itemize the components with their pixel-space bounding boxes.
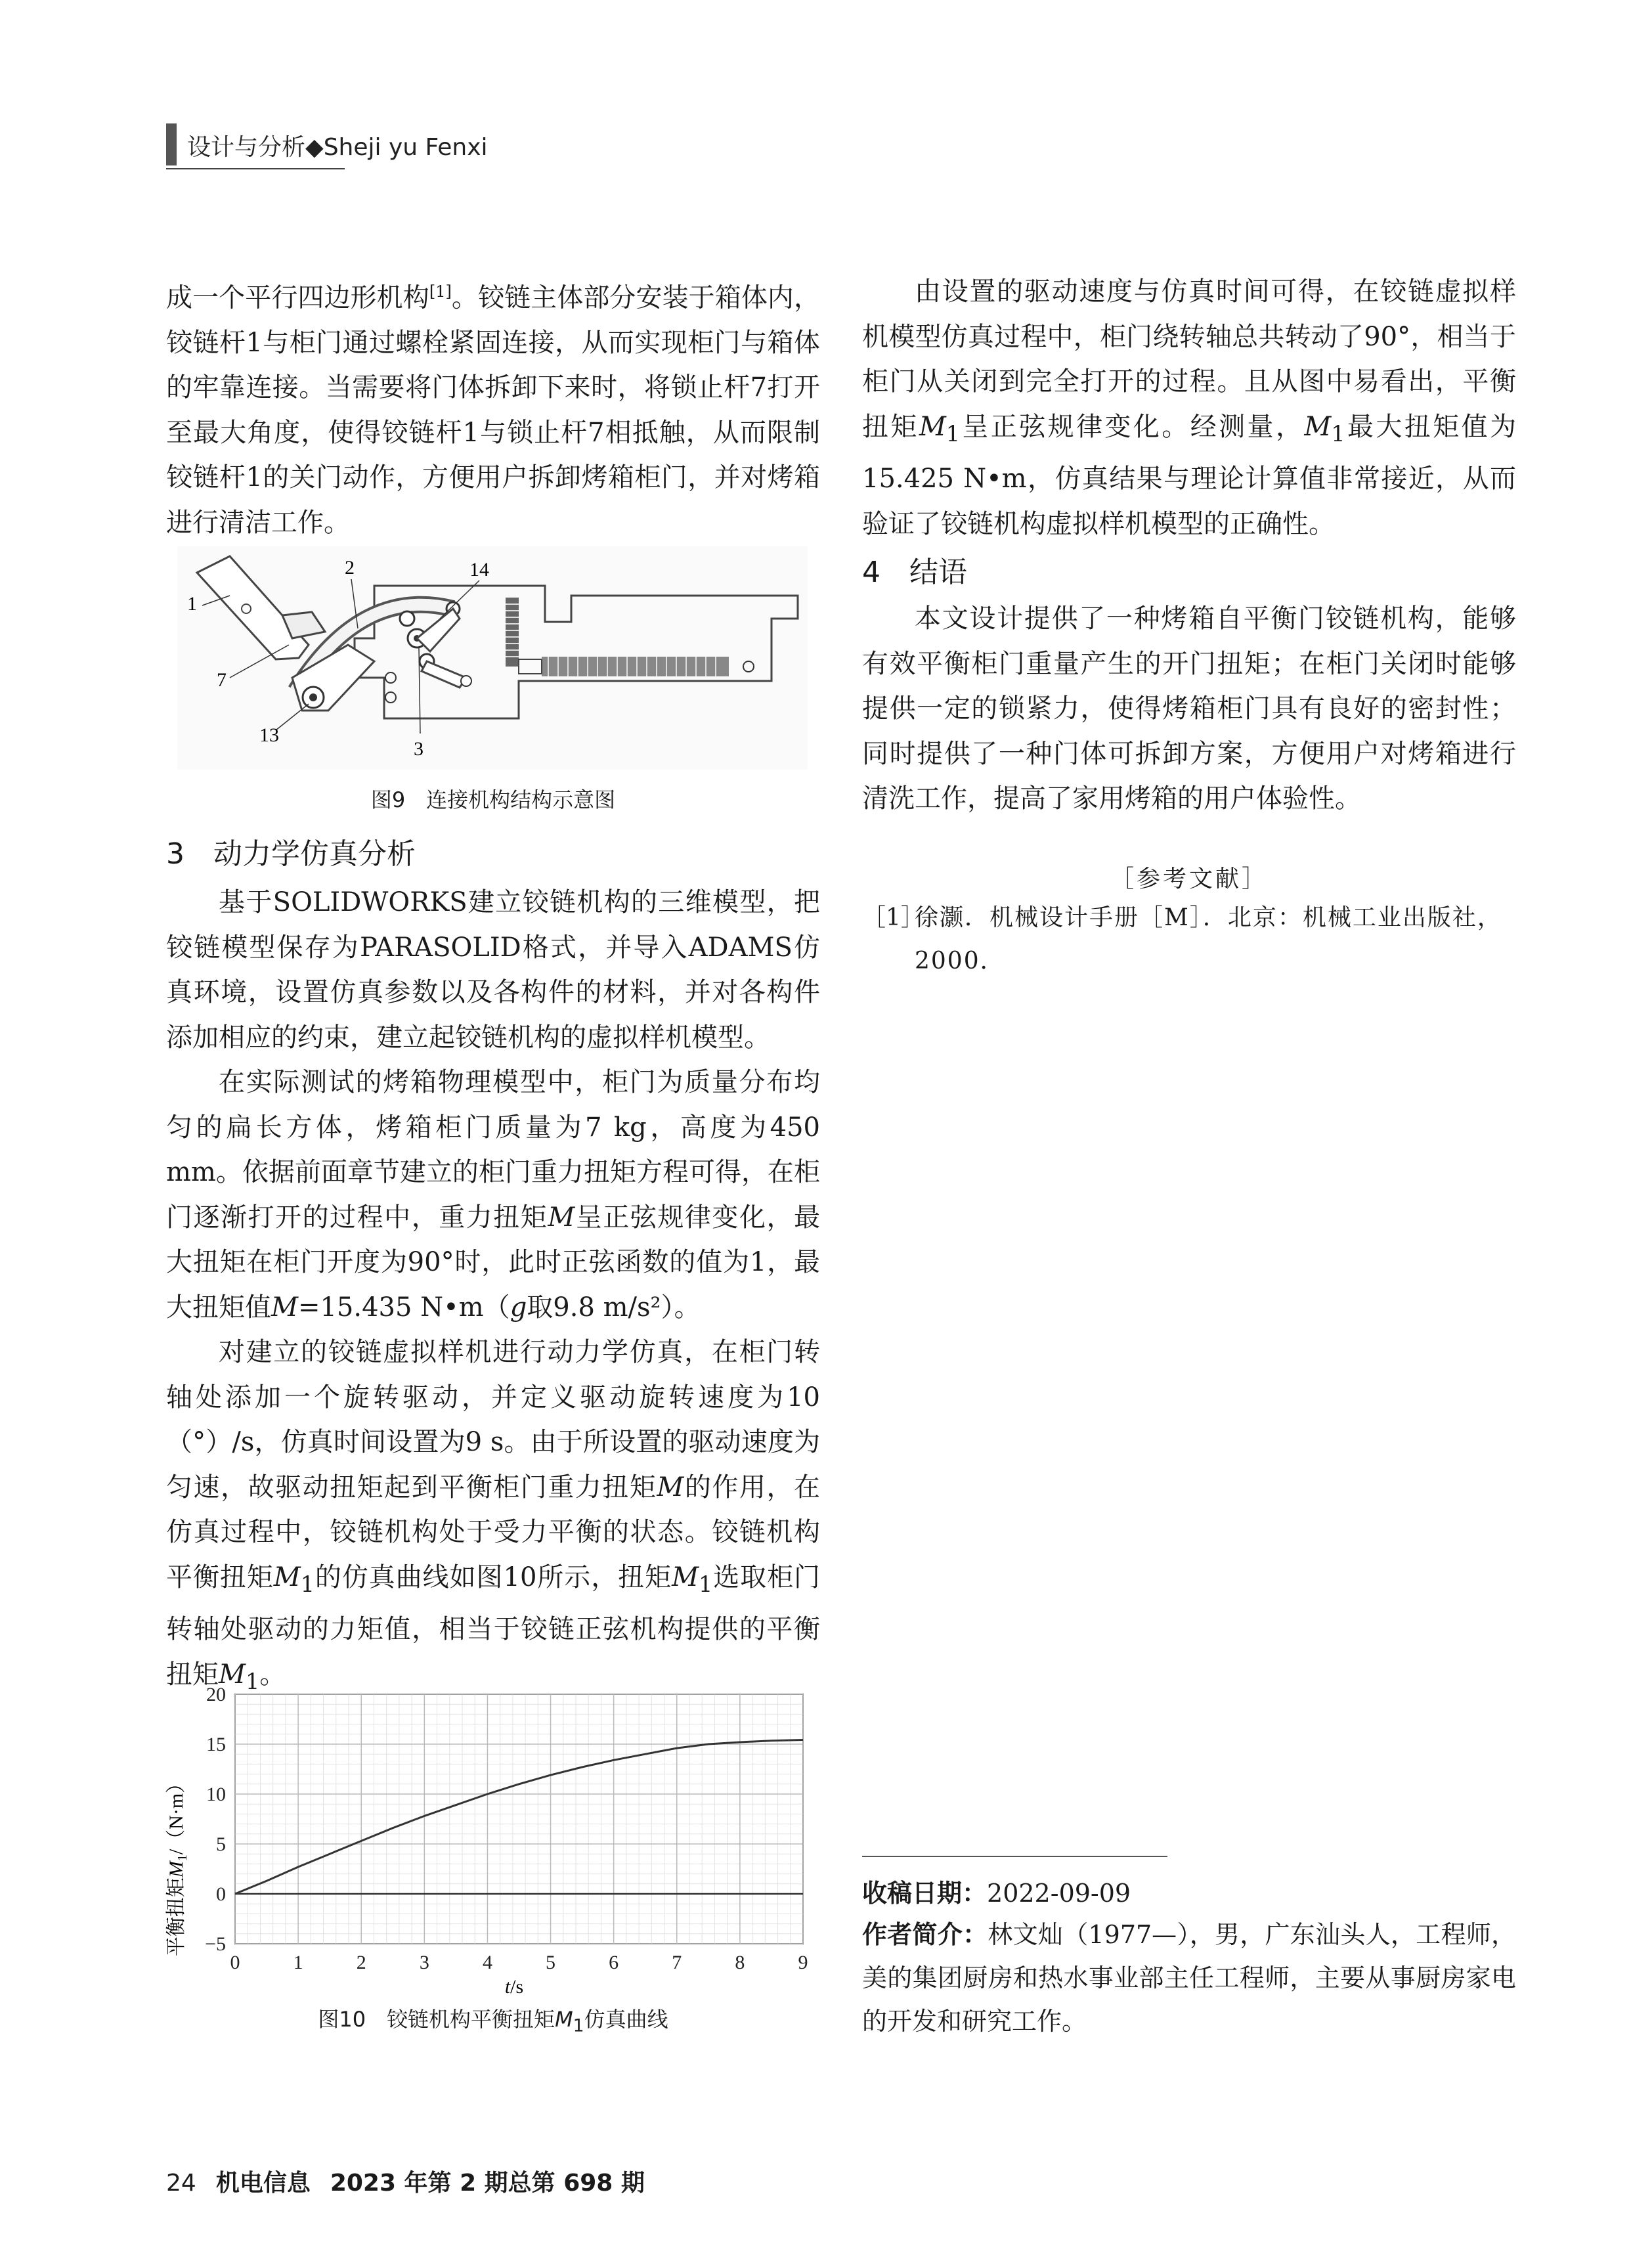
symbol-m: M xyxy=(657,1472,684,1502)
label-2: 2 xyxy=(345,557,355,579)
pivot xyxy=(461,676,471,686)
received-date xyxy=(862,1872,1516,1915)
figure-9-diagram xyxy=(177,546,808,770)
plot-area xyxy=(235,1694,803,1944)
y-tick-label: 20 xyxy=(206,1684,226,1705)
y-tick-label: 15 xyxy=(206,1734,226,1755)
paragraph xyxy=(862,269,1516,546)
running-header xyxy=(187,129,488,162)
label-13: 13 xyxy=(259,724,279,746)
paragraph: 本文设计提供了一种烤箱自平衡门铰链机构，能够有效平衡柜门重量产生的开门扭矩；在柜门关闭时能够提供一定的锁紧力，使得烤箱柜门具有良好的密封性；同时提供了一种门体可拆卸方案，方便用户对烤箱进行清洗工作，提高了家用烤箱的用户体验性。 xyxy=(862,603,1516,814)
caption-sub: 1 xyxy=(573,2015,584,2036)
issue-info: 2023 年第 2 期总第 698 期 xyxy=(330,2170,645,2197)
paragraph xyxy=(166,269,820,545)
page-footer xyxy=(166,2164,645,2198)
received-value: 2022-09-09 xyxy=(987,1879,1131,1908)
text: 由设置的驱动速度与仿真时间可得，在铰链虚拟样机模型仿真过程中，柜门绕转轴总共转动了90°，相当于柜门从关闭到完全打开的过程。且从图中易看出，平衡扭矩 xyxy=(862,276,1516,442)
symbol-m1: M xyxy=(1304,411,1332,442)
text: 呈正弦规律变化。经测量， xyxy=(960,411,1305,442)
text: 选取柜门转轴处驱动的力矩值，相当于铰链正弦机构提供的平衡扭矩 xyxy=(166,1562,821,1690)
text: 取9.8 m/s²）。 xyxy=(527,1292,701,1323)
text: 的作用，在仿真过程中，铰链机构处于受力平衡的状态。铰链机构平衡扭矩 xyxy=(166,1472,821,1592)
symbol-m: M xyxy=(548,1202,575,1233)
caption-text: 图10 铰链机构平衡扭矩 xyxy=(318,2007,555,2032)
ylabel-sub: 1 xyxy=(175,1854,190,1862)
figure-9-caption: 图9 连接机构结构示意图 xyxy=(370,787,616,812)
text: 最大扭矩值为15.425 N•m，仿真结果与理论计算值非常接近，从而验证了铰链机构虚拟样机模型的正确性。 xyxy=(862,411,1517,539)
x-tick-label: 8 xyxy=(735,1952,745,1973)
symbol-g: g xyxy=(510,1292,527,1323)
journal-name: 机电信息 xyxy=(215,2170,311,2197)
label-7: 7 xyxy=(217,669,227,691)
paragraph xyxy=(166,1060,820,1330)
text: 。 xyxy=(259,1659,286,1690)
y-tick-label: 10 xyxy=(206,1784,226,1805)
subscript: 1 xyxy=(946,420,961,447)
left-column-top xyxy=(166,269,820,545)
y-tick-label: 0 xyxy=(216,1883,226,1905)
ylabel-text: 平衡扭矩 xyxy=(165,1877,187,1957)
subscript: 1 xyxy=(699,1571,713,1597)
horizontal-spring xyxy=(542,657,729,676)
ylabel-unit: /（N·m） xyxy=(165,1773,187,1855)
section-4-heading: 4 结语 xyxy=(862,556,967,589)
symbol-m1: M xyxy=(672,1562,699,1592)
header-section-cn: 设计与分析 xyxy=(187,134,306,161)
header-section-pinyin: Sheji yu Fenxi xyxy=(323,134,488,161)
x-tick-label: 1 xyxy=(293,1952,303,1973)
author-value: 林文灿（1977—），男，广东汕头人，工程师，美的集团厨房和热水事业部主任工程师，主要从事厨房家电的开发和研究工作。 xyxy=(862,1920,1516,2036)
x-tick-label: 3 xyxy=(419,1952,429,1973)
text: 在实际测试的烤箱物理模型中，柜门为质量分布均匀的扁长方体，烤箱柜门质量为7 kg，高度为450 mm。依据前面章节建立的柜门重力扭矩方程可得，在柜门逐渐打开的过程中，重力扭矩 xyxy=(166,1067,820,1233)
x-tick-label: 0 xyxy=(230,1952,240,1973)
caption-text: 仿真曲线 xyxy=(584,2007,668,2032)
x-axis-label xyxy=(505,1976,523,1996)
paragraph: 基于SOLIDWORKS建立铰链机构的三维模型，把铰链模型保存为PARASOLID格式，并导入ADAMS仿真环境，设置仿真参数以及各构件的材料，并对各构件添加相应的约束，建立起铰链机构的虚拟样机模型。 xyxy=(166,887,820,1053)
author-label: 作者简介： xyxy=(862,1920,988,1949)
symbol-m1: M xyxy=(919,411,946,442)
x-tick-label: 7 xyxy=(672,1952,682,1973)
reference-number: ［1］ xyxy=(862,904,924,931)
text: =15.435 N•m（ xyxy=(297,1292,510,1323)
footnote-divider xyxy=(862,1856,1167,1857)
text: 的仿真曲线如图10所示，扭矩 xyxy=(314,1562,672,1592)
text: 成一个平行四边形机构 xyxy=(166,282,429,313)
x-tick-label: 6 xyxy=(609,1952,619,1973)
header-diamond: ◆ xyxy=(305,134,324,161)
text: 对建立的铰链虚拟样机进行动力学仿真，在柜门转轴处添加一个旋转驱动，并定义驱动旋转速度为10（°）/s，仿真时间设置为9 s。由于所设置的驱动速度为匀速，故驱动扭矩起到平衡柜门重力扭矩 xyxy=(166,1337,820,1502)
text: 呈正弦规律变化，最大扭矩在柜门开度为90°时，此时正弦函数的值为1，最大扭矩值 xyxy=(166,1202,821,1323)
references-heading: ［参考文献］ xyxy=(1110,866,1268,892)
xlabel-unit: /s xyxy=(510,1976,524,1996)
author-bio xyxy=(862,1913,1516,2043)
x-tick-label: 9 xyxy=(798,1952,808,1973)
received-label: 收稿日期： xyxy=(862,1879,988,1908)
x-tick-label: 5 xyxy=(546,1952,556,1973)
section-3-heading: 3 动力学仿真分析 xyxy=(166,837,416,871)
symbol-m: M xyxy=(271,1292,298,1323)
reference-text: 徐灏．机械设计手册［M］．北京：机械工业出版社，2000． xyxy=(915,904,1502,975)
subscript: 1 xyxy=(1331,420,1345,447)
chart-grid xyxy=(235,1694,803,1944)
x-tick-label: 2 xyxy=(356,1952,366,1973)
citation: [1] xyxy=(429,282,452,301)
paragraph xyxy=(166,1330,820,1704)
label-3: 3 xyxy=(414,738,424,760)
caption-m: M xyxy=(555,2007,573,2032)
label-14: 14 xyxy=(469,559,489,581)
pivot xyxy=(400,611,414,626)
subscript: 1 xyxy=(245,1668,260,1694)
header-rule xyxy=(166,168,345,169)
page-number: 24 xyxy=(166,2170,196,2197)
header-bar xyxy=(166,123,177,165)
reference-item xyxy=(862,896,1516,983)
y-tick-label: 5 xyxy=(216,1833,226,1855)
x-tick-label: 4 xyxy=(482,1952,492,1973)
pivot-13-center xyxy=(309,693,317,701)
left-column-body xyxy=(166,831,820,1704)
xlabel-t: t xyxy=(504,1976,511,1996)
subscript: 1 xyxy=(300,1571,315,1597)
right-column-body xyxy=(862,269,1516,822)
figure-10-chart xyxy=(156,1681,819,1996)
ylabel-m: M xyxy=(165,1861,187,1878)
figure-10-caption xyxy=(166,2003,820,2036)
text: 。铰链主体部分安装于箱体内，铰链杆1与柜门通过螺栓紧固连接，从而实现柜门与箱体的牢靠连接。当需要将门体拆卸下来时，将锁止杆7打开至最大角度，使得铰链杆1与锁止杆7相抵触，从而限制铰链杆1的关门动作，方便用户拆卸烤箱柜门，并对烤箱进行清洁工作。 xyxy=(166,282,821,538)
y-axis-label xyxy=(165,1774,190,1956)
y-tick-label: −5 xyxy=(205,1933,226,1955)
label-1: 1 xyxy=(187,593,197,615)
symbol-m1: M xyxy=(219,1659,246,1690)
symbol-m1: M xyxy=(273,1562,301,1592)
